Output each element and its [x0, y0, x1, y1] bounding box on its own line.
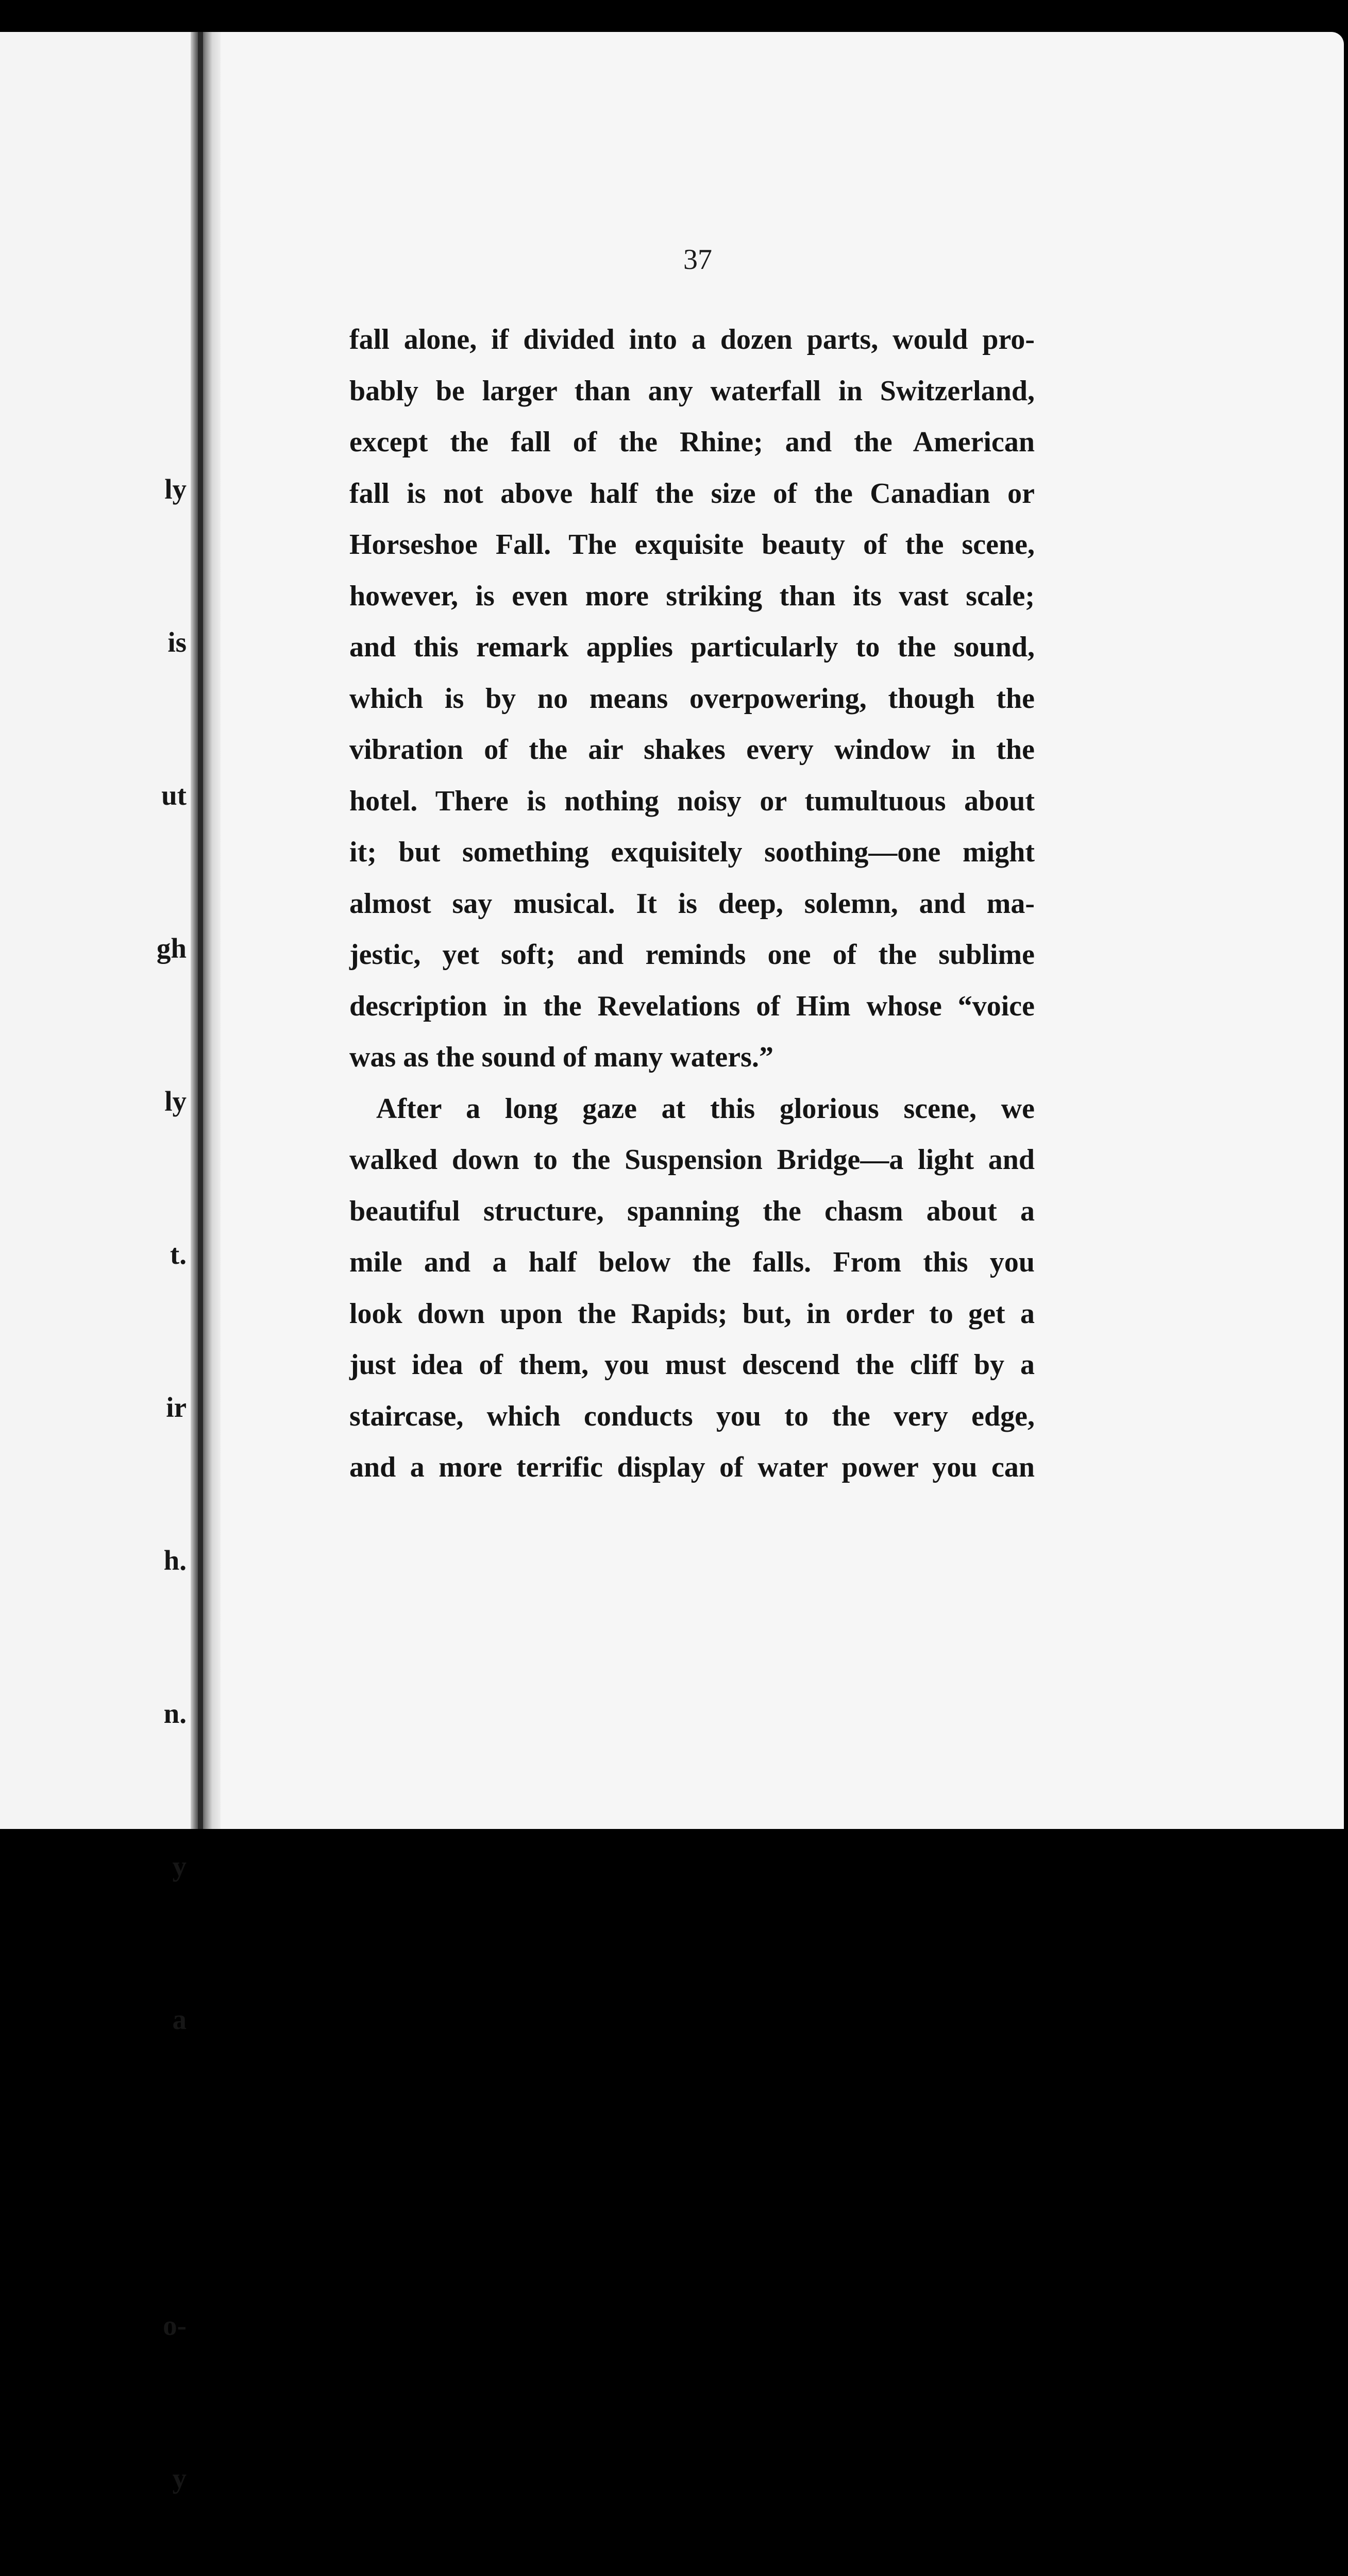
text-line: After a long gaze at this glorious scene, we: [376, 1092, 1035, 1125]
line-ending: gh: [156, 933, 187, 964]
previous-page-edge: [0, 32, 195, 2494]
binding-shadow: [198, 32, 203, 1829]
text-line: mile and a half below the falls. From this you: [349, 1246, 1035, 1278]
text-line: was as the sound of many waters.”: [349, 1041, 773, 1073]
text-line: beautiful structure, spanning the chasm about a: [349, 1195, 1035, 1227]
book-binding-gutter: [191, 32, 222, 1829]
line-ending: ly: [164, 1086, 187, 1117]
text-line: hotel. There is nothing noisy or tumultuous about: [349, 785, 1035, 817]
line-ending: o-: [163, 2310, 187, 2341]
line-ending: ut: [161, 779, 187, 811]
line-ending: h.: [163, 1545, 187, 1576]
text-line: bably be larger than any waterfall in Switzerland,: [349, 375, 1035, 407]
text-line: except the fall of the Rhine; and the American: [349, 426, 1035, 458]
text-line: fall alone, if divided into a dozen parts, would pro-: [349, 324, 1035, 355]
line-ending: ly: [164, 473, 187, 505]
line-ending: t.: [170, 1239, 187, 1270]
line-ending: [125, 2147, 187, 2198]
page-number-text: 37: [683, 244, 712, 276]
text-line: walked down to the Suspension Bridge—a light and: [349, 1144, 1035, 1176]
text-line: just idea of them, you must descend the cliff by a: [349, 1349, 1035, 1381]
line-ending: y: [172, 2463, 187, 2494]
text-line: staircase, which conducts you to the very edge,: [349, 1400, 1035, 1432]
text-line: fall is not above half the size of the Canadian or: [349, 477, 1035, 510]
text-line: it; but something exquisitely soothing—one might: [349, 836, 1035, 868]
text-line: however, is even more striking than its vast scale;: [349, 580, 1035, 612]
text-line: and a more terrific display of water power you can: [349, 1451, 1035, 1483]
line-ending: y: [172, 1851, 187, 1882]
text-line: jestic, yet soft; and reminds one of the sublime: [349, 939, 1035, 971]
text-line: which is by no means overpowering, though the: [349, 682, 1035, 715]
text-line: and this remark applies particularly to the sound,: [349, 631, 1035, 663]
text-line: look down upon the Rapids; but, in order to get a: [349, 1297, 1035, 1330]
text-line: vibration of the air shakes every window in the: [349, 734, 1035, 766]
previous-page-line-endings: [125, 362, 187, 2576]
page-body-text: [349, 314, 1035, 1494]
line-ending: ir: [166, 1392, 187, 1423]
text-line: almost say musical. It is deep, solemn, and ma-: [349, 887, 1035, 920]
line-ending: a: [172, 2004, 187, 2035]
page-number: [0, 243, 1348, 276]
text-line: Horseshoe Fall. The exquisite beauty of the scene,: [349, 529, 1035, 561]
text-line: description in the Revelations of Him whose “voice: [349, 990, 1035, 1022]
line-ending: n.: [163, 1698, 187, 1729]
line-ending: is: [167, 626, 187, 658]
